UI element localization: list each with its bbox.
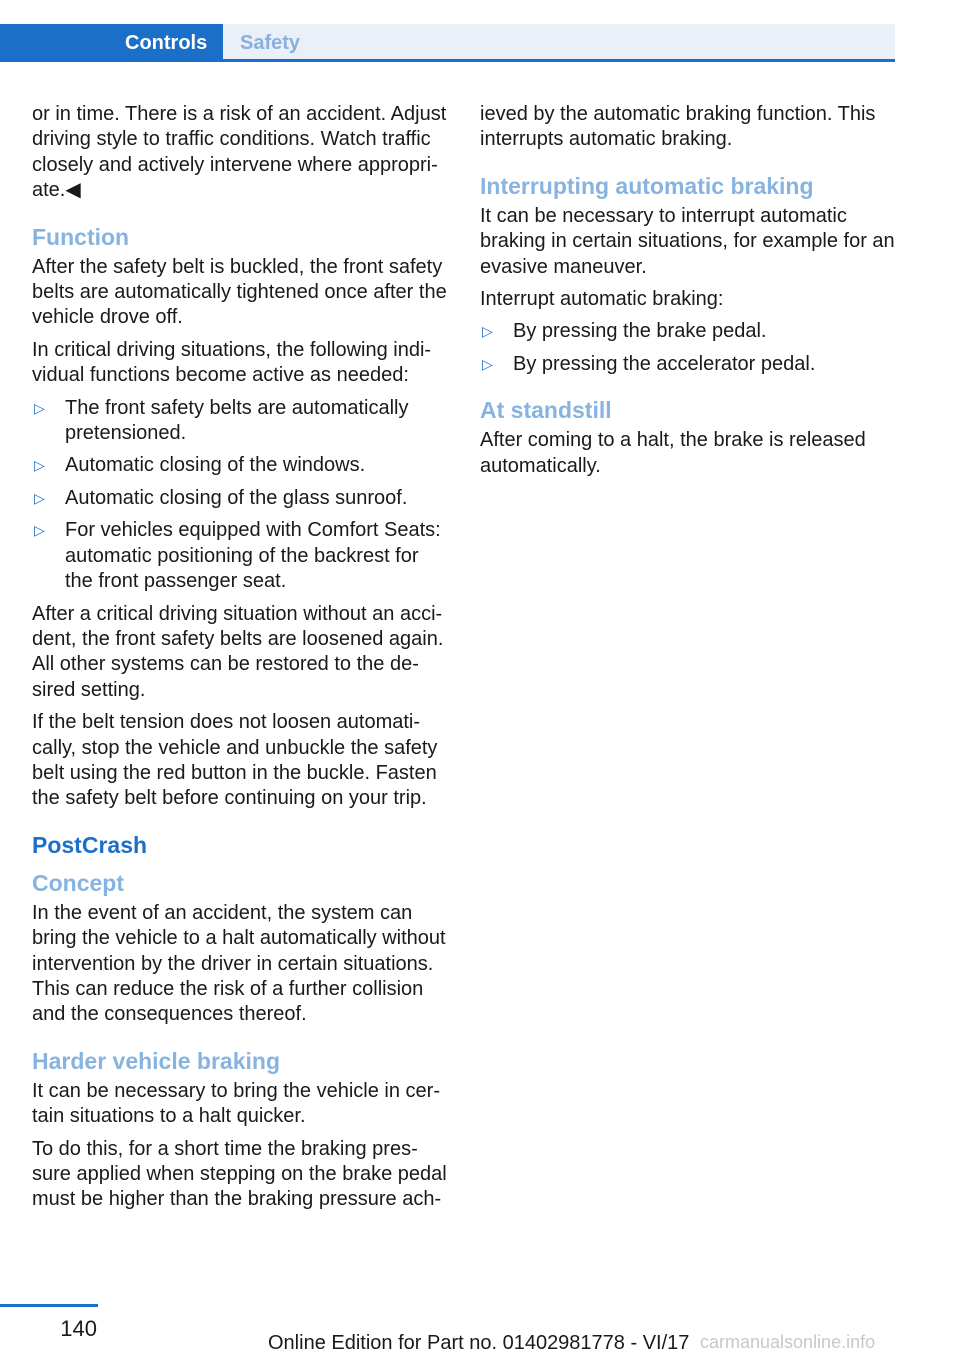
bullet-triangle-icon: ▷	[482, 355, 493, 372]
chapter-tab-bar	[0, 24, 895, 62]
paragraph: To do this, for a short time the braking pres-sure applied when stepping on the brake pedal must be higher than the braking pressure ach-	[32, 1137, 447, 1211]
list-item	[32, 396, 450, 447]
paragraph: After coming to a halt, the brake is released automatically.	[480, 429, 866, 477]
heading-postcrash: PostCrash	[32, 831, 148, 858]
header-divider	[0, 59, 895, 62]
list-item-text: For vehicles equipped with Comfort Seats: automatic positioning of the backrest for the front passenger seat.	[65, 519, 441, 593]
paragraph: It can be necessary to interrupt automatic braking in certain situations, for example for an evasive maneuver.	[480, 204, 895, 278]
heading-concept: Concept	[32, 869, 124, 896]
bullet-triangle-icon: ▷	[482, 323, 493, 340]
bullet-triangle-icon: ▷	[34, 489, 45, 506]
bullet-triangle-icon: ▷	[34, 457, 45, 474]
paragraph: After a critical driving situation without an acci-dent, the front safety belts are loosened again. All other systems can be restored to the de-sired setting.	[32, 602, 444, 701]
heading-harder-vehicle-braking: Harder vehicle braking	[32, 1047, 280, 1074]
function-list	[32, 396, 450, 595]
paragraph: After the safety belt is buckled, the front safety belts are automatically tightened once after the vehicle drove off.	[32, 255, 447, 329]
paragraph: In critical driving situations, the following indi-vidual functions become active as needed:	[32, 338, 432, 387]
paragraph: If the belt tension does not loosen automati-cally, stop the vehicle and unbuckle the safety belt using the red button in the buckle. Fasten the safety belt before continuing on your trip.	[32, 711, 438, 810]
list-item	[480, 352, 895, 377]
heading-interrupting-automatic-braking: Interrupting automatic braking	[480, 172, 814, 199]
interrupt-list	[480, 319, 895, 377]
list-item-text: Automatic closing of the glass sunroof.	[65, 486, 408, 509]
list-item	[32, 518, 450, 594]
heading-function: Function	[32, 223, 130, 250]
footer-divider	[0, 1304, 98, 1307]
edition-note: Online Edition for Part no. 01402981778 - VI/17	[268, 1332, 690, 1354]
list-item	[480, 319, 895, 344]
tab-controls[interactable]: Controls	[0, 24, 223, 62]
paragraph: In the event of an accident, the system can bring the vehicle to a halt automatically without intervention by the driver in certain situations. This can reduce the risk of a further collision and the consequences thereof.	[32, 901, 446, 1026]
list-item-text: Automatic closing of the windows.	[65, 454, 366, 477]
paragraph: Interrupt automatic braking:	[480, 288, 724, 311]
list-item-text: The front safety belts are automatically pretensioned.	[65, 396, 409, 445]
list-item-text: By pressing the accelerator pedal.	[513, 352, 816, 375]
right-column	[480, 102, 895, 486]
list-item-text: By pressing the brake pedal.	[513, 320, 767, 343]
list-item	[32, 453, 450, 478]
page-number: 140	[60, 1316, 97, 1341]
paragraph: It can be necessary to bring the vehicle in cer-tain situations to a halt quicker.	[32, 1079, 440, 1128]
left-column	[32, 102, 450, 1220]
bullet-triangle-icon: ▷	[34, 399, 45, 416]
paragraph: ieved by the automatic braking function. This interrupts automatic braking.	[480, 103, 876, 151]
paragraph: or in time. There is a risk of an accident. Adjust driving style to traffic conditions. Watch traffic closely and actively intervene where appropri-ate.◀	[32, 103, 447, 202]
heading-at-standstill: At standstill	[480, 397, 612, 424]
list-item	[32, 486, 450, 511]
tab-safety[interactable]: Safety	[223, 24, 895, 62]
bullet-triangle-icon: ▷	[34, 522, 45, 539]
watermark: carmanualsonline.info	[700, 1332, 876, 1352]
